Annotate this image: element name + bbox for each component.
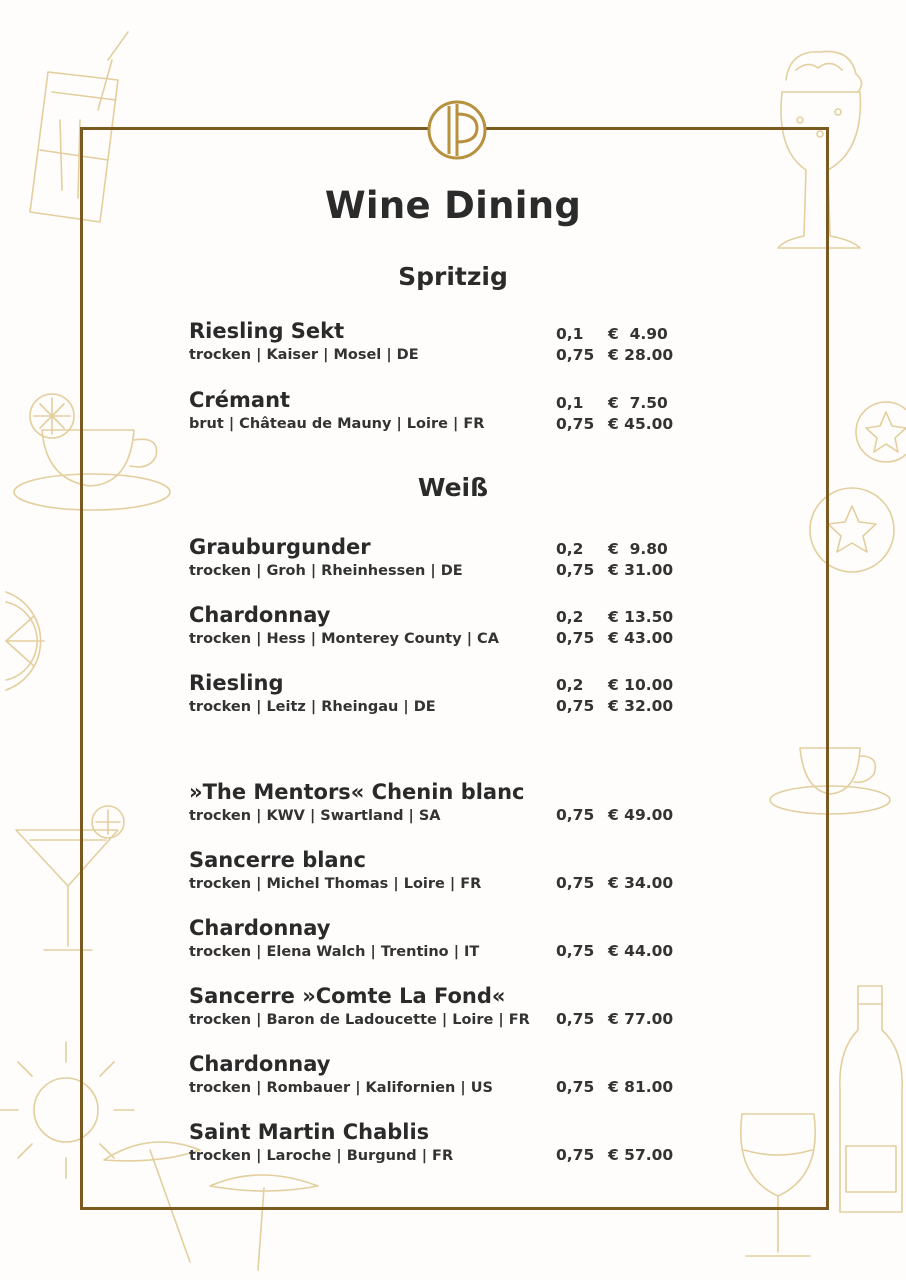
wine-name: Chardonnay [189,916,331,940]
wine-price: € 49.00 [608,806,674,824]
wine-price: € 44.00 [608,942,674,960]
wine-volume: 0,75 [556,561,595,579]
wine-name: Riesling [189,671,284,695]
wine-description: trocken | KWV | Swartland | SA [189,808,441,824]
wine-volume: 0,1 [556,325,584,343]
wine-price: € 9.80 [608,540,668,558]
wine-item [189,319,674,369]
wine-description: trocken | Michel Thomas | Loire | FR [189,876,482,892]
wine-item [189,671,674,721]
wine-price: € 13.50 [608,608,674,626]
wine-description: trocken | Hess | Monterey County | CA [189,631,499,647]
wine-volume: 0,75 [556,697,595,715]
wine-description: trocken | Laroche | Burgund | FR [189,1148,454,1164]
wine-price: € 34.00 [608,874,674,892]
wine-volume: 0,75 [556,1010,595,1028]
wine-volume: 0,75 [556,806,595,824]
wine-volume: 0,75 [556,942,595,960]
wine-volume: 0,75 [556,1146,595,1164]
wine-price: € 57.00 [608,1146,674,1164]
wine-item [189,1052,674,1102]
wine-item [189,388,674,438]
lemon-slice-icon [6,592,44,690]
wine-description: trocken | Groh | Rheinhessen | DE [189,563,463,579]
wine-price: € 45.00 [608,415,674,433]
wine-item [189,1120,674,1170]
wine-price: € 4.90 [608,325,668,343]
wine-price: € 81.00 [608,1078,674,1096]
wine-name: Crémant [189,388,291,412]
wine-volume: 0,1 [556,394,584,412]
wine-description: brut | Château de Mauny | Loire | FR [189,416,485,432]
wine-name: Chardonnay [189,603,331,627]
wine-name: Grauburgunder [189,535,371,559]
wine-item [189,984,674,1034]
wine-item [189,535,674,585]
wine-item [189,603,674,653]
wine-volume: 0,75 [556,629,595,647]
wine-item [189,848,674,898]
section-heading-spritzig: Spritzig [398,262,508,291]
wine-volume: 0,2 [556,608,584,626]
menu-title: Wine Dining [324,184,582,227]
wine-item [189,780,674,830]
wine-price: € 28.00 [608,346,674,364]
wine-description: trocken | Elena Walch | Trentino | IT [189,944,480,960]
wine-description: trocken | Kaiser | Mosel | DE [189,347,419,363]
wine-name: Sancerre blanc [189,848,367,872]
wine-description: trocken | Rombauer | Kalifornien | US [189,1080,493,1096]
wine-volume: 0,2 [556,540,584,558]
wine-price: € 32.00 [608,697,674,715]
wine-name: Saint Martin Chablis [189,1120,430,1144]
wine-item [189,916,674,966]
wine-bottle-icon [840,986,902,1212]
wine-description: trocken | Leitz | Rheingau | DE [189,699,436,715]
wine-name: Riesling Sekt [189,319,345,343]
wine-price: € 31.00 [608,561,674,579]
wine-name: »The Mentors« Chenin blanc [189,780,525,804]
wine-price: € 7.50 [608,394,668,412]
wine-volume: 0,75 [556,415,595,433]
logo-monogram-icon [425,98,489,162]
section-heading-weiss: Weiß [417,473,489,502]
wine-volume: 0,75 [556,874,595,892]
wine-price: € 77.00 [608,1010,674,1028]
wine-price: € 10.00 [608,676,674,694]
wine-description: trocken | Baron de Ladoucette | Loire | FR [189,1012,530,1028]
wine-name: Chardonnay [189,1052,331,1076]
wine-name: Sancerre »Comte La Fond« [189,984,506,1008]
wine-volume: 0,75 [556,346,595,364]
wine-price: € 43.00 [608,629,674,647]
wine-volume: 0,2 [556,676,584,694]
wine-volume: 0,75 [556,1078,595,1096]
